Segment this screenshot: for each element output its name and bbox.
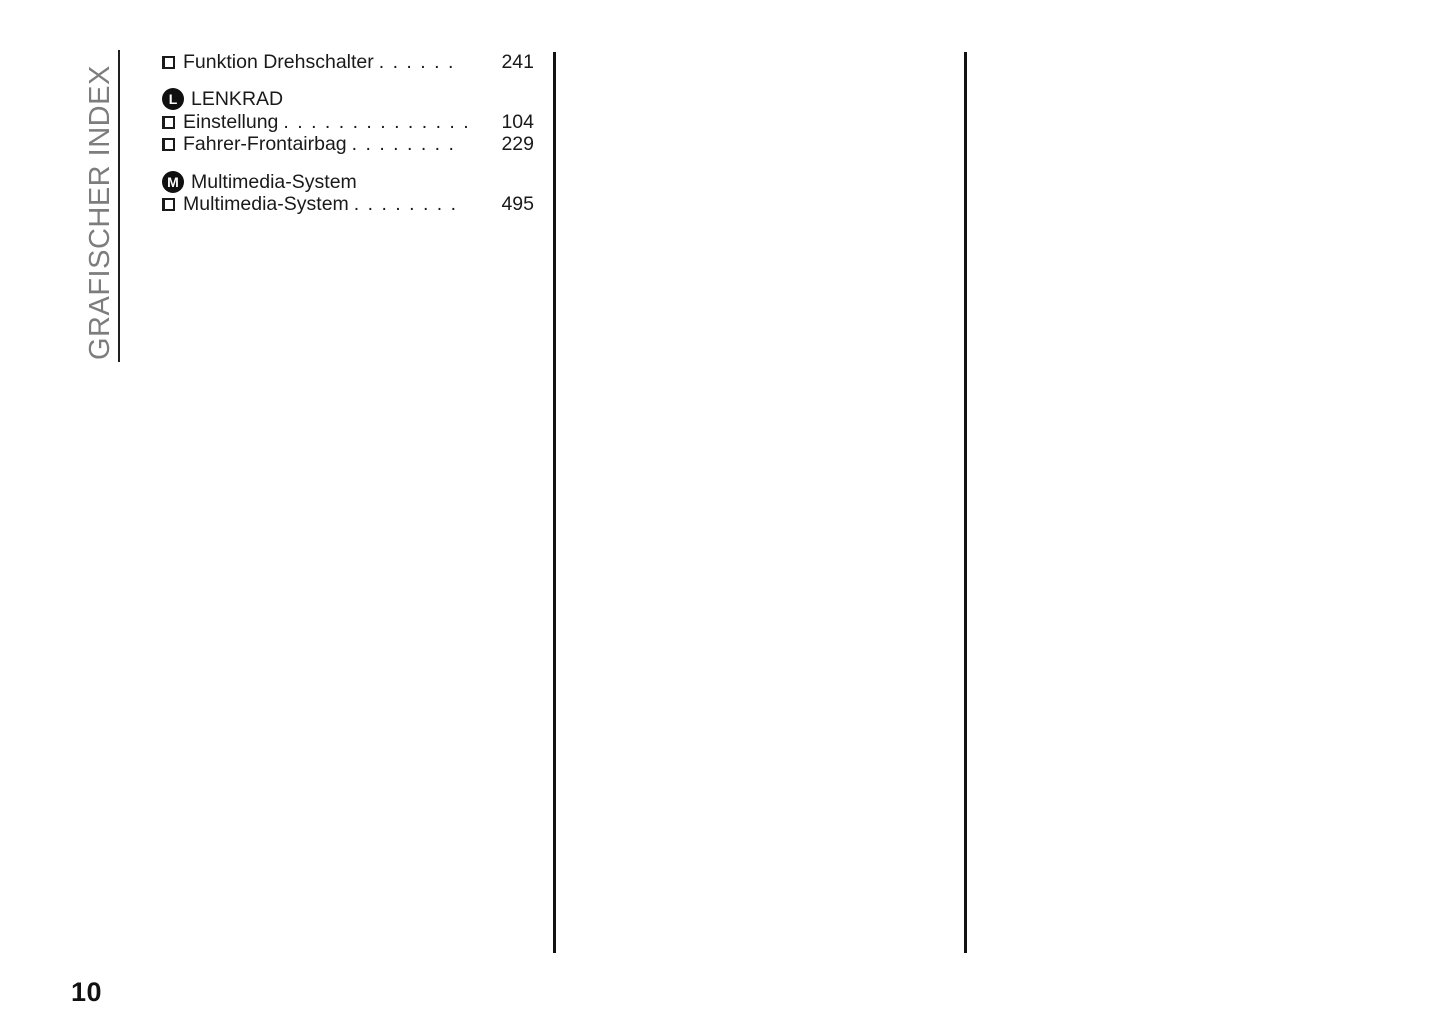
index-entry-label: Fahrer-Frontairbag (183, 132, 347, 155)
sidebar-section-label: GRAFISCHER INDEX (84, 65, 116, 360)
page-number: 10 (71, 977, 103, 1007)
index-entry-page: 229 (501, 132, 534, 155)
dot-leader: . . . . . . . . . . . . . . (283, 110, 470, 133)
index-entry (162, 193, 534, 215)
sidebar-rule (118, 50, 120, 362)
index-entry (162, 51, 534, 73)
index-group-title: Multimedia-System (191, 170, 357, 193)
dot-leader: . . . . . . . . (353, 192, 457, 215)
square-bullet-icon (162, 198, 175, 211)
index-group-header-M (162, 170, 357, 194)
index-entry-label: Funktion Drehschalter (183, 50, 374, 73)
index-entry-page: 104 (501, 110, 534, 133)
square-bullet-icon (162, 56, 175, 69)
letter-badge-L-icon: L (162, 88, 184, 110)
square-bullet-icon (162, 138, 175, 151)
index-entry-label: Einstellung (183, 110, 279, 133)
square-bullet-icon (162, 116, 175, 129)
index-entry-page: 495 (501, 192, 534, 215)
index-group-header-L (162, 87, 283, 111)
index-entry (162, 111, 534, 133)
letter-badge-M-icon: M (162, 171, 184, 193)
column-divider-left (553, 52, 556, 953)
dot-leader: . . . . . . (378, 50, 454, 73)
column-divider-right (964, 52, 967, 953)
index-group-title: LENKRAD (191, 87, 284, 110)
dot-leader: . . . . . . . . (351, 132, 455, 155)
index-entry-label: Multimedia-System (183, 192, 349, 215)
index-entry (162, 133, 534, 155)
index-entry-page: 241 (501, 50, 534, 73)
index-column (162, 0, 534, 300)
